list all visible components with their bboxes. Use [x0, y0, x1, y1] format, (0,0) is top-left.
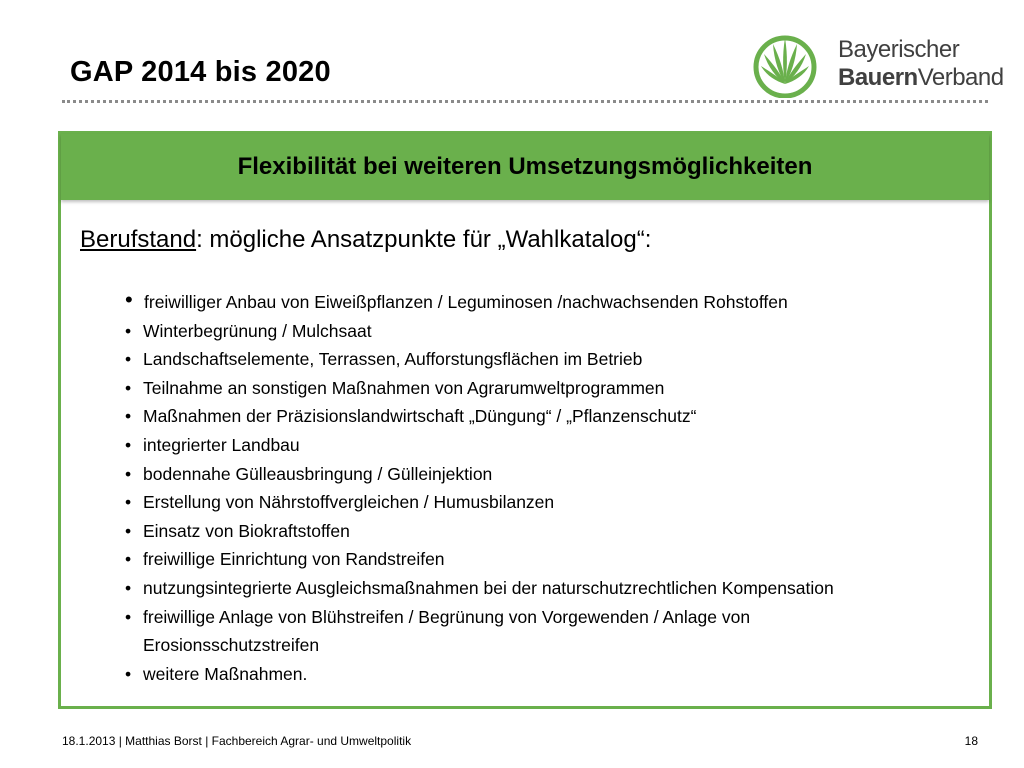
list-item: • Maßnahmen der Präzisionslandwirtschaft „Düngung“ / „Pflanzenschutz“: [122, 402, 982, 431]
measure-list: [122, 288, 982, 688]
slide-title: GAP 2014 bis 2020: [70, 56, 331, 88]
page-number: 18: [964, 734, 978, 748]
list-item: • Landschaftselemente, Terrassen, Aufforstungsflächen im Betrieb: [122, 345, 982, 374]
grain-sheaf-logo-icon: [752, 32, 818, 98]
logo-wordmark: [838, 36, 1004, 92]
lead-text: [80, 226, 651, 254]
list-item: • Winterbegrünung / Mulchsaat: [122, 317, 982, 346]
logo-line-2-rest: Verband: [917, 64, 1004, 91]
list-item: • Einsatz von Biokraftstoffen: [122, 517, 982, 546]
lead-rest: : mögliche Ansatzpunkte für „Wahlkatalog“:: [196, 226, 652, 253]
list-item: • nutzungsintegrierte Ausgleichsmaßnahmen bei der naturschutzrechtlichen Kompensation: [122, 574, 982, 603]
slide-footer: 18.1.2013 | Matthias Borst | Fachbereich Agrar- und Umweltpolitik: [62, 734, 412, 748]
logo-line-1: Bayerischer: [838, 36, 960, 63]
list-item: • bodennahe Gülleausbringung / Gülleinjektion: [122, 460, 982, 489]
list-item: • freiwillige Einrichtung von Randstreifen: [122, 545, 982, 574]
list-item: • Erstellung von Nährstoffvergleichen / Humusbilanzen: [122, 488, 982, 517]
lead-underlined: Berufstand: [80, 226, 197, 253]
panel-header: Flexibilität bei weiteren Umsetzungsmöglichkeiten: [61, 134, 989, 200]
title-divider: [62, 100, 988, 103]
logo-line-2: [838, 64, 1004, 92]
list-item: • integrierter Landbau: [122, 431, 982, 460]
list-item: • freiwilliger Anbau von Eiweißpflanzen / Leguminosen /nachwachsenden Rohstoffen: [122, 288, 982, 317]
logo: [752, 32, 1004, 98]
list-item: • weitere Maßnahmen.: [122, 660, 982, 689]
list-item: • Teilnahme an sonstigen Maßnahmen von Agrarumweltprogrammen: [122, 374, 982, 403]
logo-line-2-bold: Bauern: [838, 64, 918, 91]
list-item: • freiwillige Anlage von Blühstreifen / Begrünung von Vorgewenden / Anlage von Erosionsschutzstreifen: [122, 603, 843, 660]
